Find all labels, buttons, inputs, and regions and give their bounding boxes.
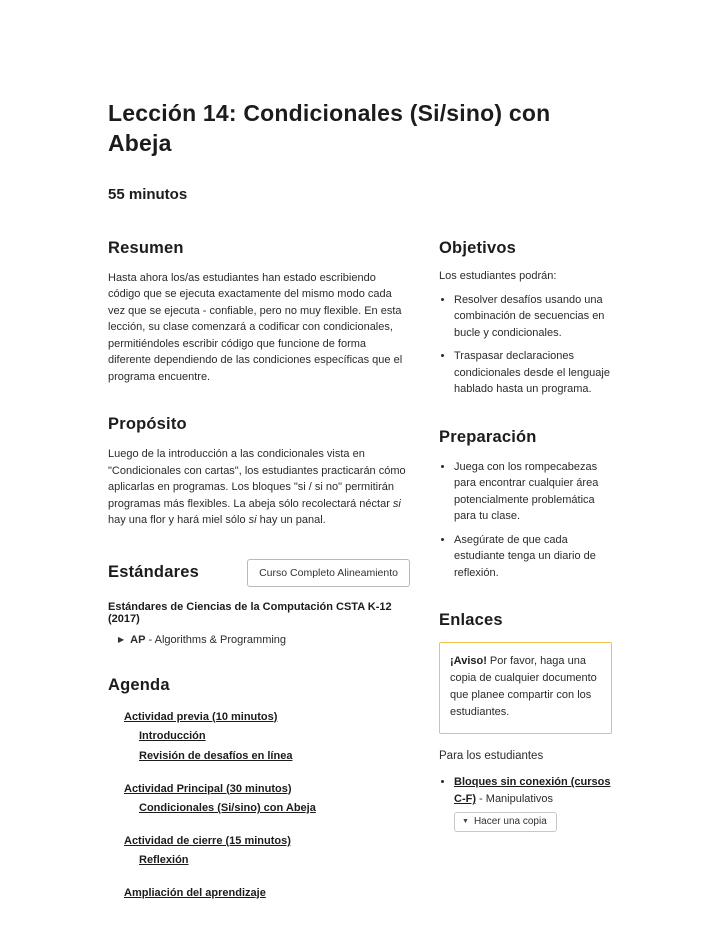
proposito-italic-2: si (248, 514, 257, 527)
agenda-group (108, 779, 410, 818)
page-title: Lección 14: Condicionales (Si/sino) con Abeja (108, 100, 551, 157)
proposito-text-2: hay una flor y hará miel sólo (108, 514, 249, 527)
standard-name: - Algorithms & Programming (145, 633, 287, 646)
preparacion-item: • Juega con los rompecabezas para encontrar cualquier área potencialmente problemática para tu clase. (454, 459, 612, 525)
content-columns (108, 239, 612, 934)
notice-text: Por favor, haga una copia de cualquier documento que planee compartir con los estudiantes. (450, 655, 597, 719)
preparacion-heading: Preparación (439, 427, 537, 446)
section-agenda (108, 676, 410, 903)
notice-box (439, 642, 612, 734)
section-proposito (108, 415, 410, 529)
objetivo-item: • Resolver desafíos usando una combinación de secuencias en bucle y condicionales. (454, 292, 612, 342)
agenda-group (108, 707, 410, 766)
objetivo-item: • Traspasar declaraciones condicionales desde el lenguaje hablado hasta un programa. (454, 348, 612, 398)
agenda-link-ampliacion[interactable]: Ampliación del aprendizaje (124, 886, 266, 899)
lesson-duration: 55 minutos (108, 185, 188, 203)
agenda-sub-list (124, 726, 410, 765)
proposito-italic-1: si (392, 497, 401, 510)
agenda-link-principal[interactable]: Actividad Principal (30 minutos) (124, 782, 292, 795)
proposito-heading: Propósito (108, 415, 187, 434)
resumen-heading: Resumen (108, 238, 184, 257)
objetivos-intro: Los estudiantes podrán: (439, 269, 557, 282)
objetivos-heading: Objetivos (439, 238, 516, 257)
full-course-alignment-button[interactable]: Curso Completo Alineamiento (247, 559, 410, 587)
resource-type-label: - Manipulativos (476, 792, 554, 805)
agenda-sub-list (124, 798, 410, 818)
chevron-down-icon: ▼ (462, 818, 469, 826)
make-a-copy-dropdown[interactable] (454, 812, 557, 832)
agenda-group (108, 883, 410, 903)
agenda-group (108, 831, 410, 870)
objetivos-list (439, 292, 612, 398)
enlaces-heading: Enlaces (439, 611, 503, 630)
preparacion-list (439, 459, 612, 582)
notice-label: ¡Aviso! (450, 655, 487, 668)
section-estandares (108, 559, 410, 646)
section-resumen (108, 239, 410, 386)
agenda-link-warmup[interactable]: Actividad previa (10 minutos) (124, 710, 278, 723)
resumen-body: Hasta ahora los/as estudiantes han estado escribiendo código que se ejecuta exactamente del mismo modo cada vez que se ejecuta - confiable, pero no muy flexible. En esta lección, su clase comenzará a codificar con condicionales, permitiéndoles escribir código que funcione de forma diferente dependiendo de las condiciones específicas que el programa encuentre. (108, 271, 403, 383)
left-column (108, 239, 410, 934)
standards-expand-row[interactable] (108, 634, 410, 646)
proposito-text-3: hay un panal. (256, 514, 326, 527)
estandares-heading: Estándares (108, 563, 199, 582)
offline-blocks-link[interactable]: Bloques sin conexión (cursos C-F) (454, 776, 611, 805)
agenda-link-reflexion[interactable]: Reflexión (139, 854, 189, 867)
student-resource-item (454, 774, 612, 832)
section-preparacion (439, 428, 612, 582)
make-a-copy-label: Hacer una copia (473, 816, 547, 828)
section-objetivos (439, 239, 612, 398)
standards-framework-title: Estándares de Ciencias de la Computación CSTA K-12 (2017) (108, 600, 392, 625)
section-enlaces (439, 611, 612, 832)
students-label: Para los estudiantes (439, 750, 544, 763)
proposito-body (108, 446, 410, 529)
agenda-heading: Agenda (108, 675, 170, 694)
expand-caret-icon[interactable]: ▶ (118, 634, 125, 644)
agenda-link-revision[interactable]: Revisión de desafíos en línea (139, 749, 293, 762)
standard-code: AP (130, 633, 146, 646)
agenda-link-introduccion[interactable]: Introducción (139, 730, 206, 743)
preparacion-item: • Asegúrate de que cada estudiante tenga un diario de reflexión. (454, 532, 612, 582)
standards-header-row (108, 559, 410, 587)
proposito-text-1: Luego de la introducción a las condicionales vista en "Condicionales con cartas", los estudiantes practicarán cómo aplicarlas en programas. Los bloques "si / si no" permitirán programas más flexibles. La abeja sólo recolectará néctar (108, 448, 406, 510)
right-column (439, 239, 612, 934)
agenda-link-condicionales[interactable]: Condicionales (Si/sino) con Abeja (139, 802, 316, 815)
agenda-sub-list (124, 850, 410, 870)
students-links-list (439, 774, 612, 832)
agenda-link-cierre[interactable]: Actividad de cierre (15 minutos) (124, 834, 291, 847)
